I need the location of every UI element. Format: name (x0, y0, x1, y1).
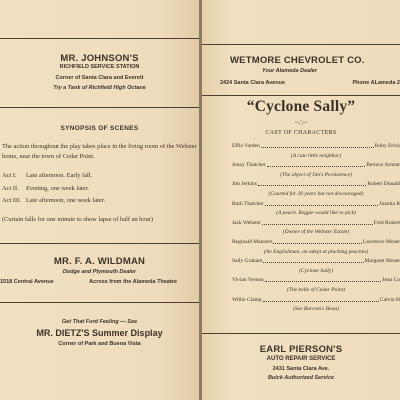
cast-note-row (232, 268, 400, 278)
character-note: (See Barcom's Beau) (293, 306, 339, 313)
pierson-ad (202, 333, 400, 394)
cast-row (232, 201, 400, 211)
leader-dots (273, 243, 361, 244)
act-row (2, 185, 199, 198)
synopsis-intro: The action throughout the play takes place in the living room of the Webster home, near the town of Cedar Point. (2, 143, 197, 160)
cast-row (232, 162, 400, 172)
title-ornament: ~∴~ (294, 119, 308, 127)
pierson-address: 2431 Santa Clara Ave. (272, 366, 330, 372)
pierson-business: AUTO REPAIR SERVICE (266, 356, 336, 362)
cast-note-row (232, 306, 400, 316)
character-name: Vivian Vernon (232, 277, 264, 284)
leader-dots (263, 262, 363, 263)
leader-dots (265, 205, 379, 206)
character-note: (Courted for 20 years but not discouraged) (268, 190, 364, 197)
pierson-name: EARL PIERSON'S (259, 344, 343, 355)
cast-row (232, 239, 400, 249)
character-note: (Owner of the Webster Estate) (282, 229, 350, 236)
divider (0, 302, 199, 303)
wildman-address: 1518 Central Avenue (0, 279, 54, 285)
wildman-address-row (0, 279, 199, 288)
leader-dots (261, 147, 374, 148)
cast-row (232, 277, 400, 287)
act-label: Act III. (2, 197, 21, 204)
character-note: (Cyclone Sally) (298, 267, 334, 274)
character-note: (An Englishman, an adept at plucking peaches) (263, 248, 369, 255)
character-name: Effie Varden (232, 143, 260, 149)
curtain-note: (Curtain falls for one minute to show lapse of half an hour) (2, 215, 154, 223)
wetmore-name: WETMORE CHEVROLET CO. (230, 55, 365, 66)
synopsis-heading: SYNOPSIS OF SCENES (60, 125, 139, 132)
cast-note-row (232, 287, 400, 297)
wildman-location: Across from the Alameda Theatre (89, 279, 177, 285)
actor-name: Juanita R (379, 200, 400, 207)
left-page (0, 0, 199, 400)
right-page (202, 0, 400, 400)
dietz-tagline: Get That Ford Feeling — See (61, 319, 138, 325)
character-name: Reginald Manners (232, 238, 273, 245)
pierson-tagline: Buick Authorized Service (267, 375, 335, 381)
character-name: Jim Jerkins (232, 181, 257, 188)
dietz-address: Corner of Park and Buena Vista (58, 341, 141, 347)
synopsis-section (0, 125, 199, 223)
cast-note-row (232, 249, 400, 259)
cast-heading: CAST OF CHARACTERS (265, 130, 337, 136)
cast-row (232, 258, 400, 268)
actor-name: Lawrence Moser (362, 238, 400, 245)
wildman-ad (0, 243, 199, 384)
cast-row (232, 143, 400, 153)
cast-note-row (232, 172, 400, 182)
leader-dots (258, 185, 367, 186)
act-label: Act II. (2, 184, 19, 192)
actor-name: Bernice Armstr (366, 162, 400, 169)
johnson-slogan: Try a Tank of Richfield High Octane (53, 85, 146, 91)
actor-name: Robert Donald (367, 181, 400, 188)
act-row (2, 197, 199, 210)
wildman-name: MR. F. A. WILDMAN (53, 256, 146, 267)
leader-dots (267, 166, 366, 167)
johnson-ad (0, 38, 199, 108)
cast-note-row (232, 191, 400, 201)
johnson-business: RICHFIELD SERVICE STATION (59, 64, 140, 70)
character-note: (The object of Jim's Persistence) (280, 171, 352, 178)
leader-dots (265, 281, 382, 282)
character-note: (A peach. Reggie would like to pick) (276, 210, 356, 217)
character-name: Sally Graham (232, 258, 263, 265)
wetmore-subtitle: Your Alameda Dealer (262, 68, 317, 74)
dietz-name: MR. DIETZ'S Summer Display (36, 328, 163, 338)
cast-row (232, 181, 400, 191)
actor-name: Margaret Moser (364, 258, 400, 265)
wetmore-ad (202, 44, 400, 96)
character-name: Jack Webster (232, 219, 261, 226)
act-description: Late afternoon. Early fall. (26, 172, 93, 179)
johnson-address: Corner of Santa Clara and Everett (55, 75, 144, 81)
cast-note-row (232, 210, 400, 220)
cast-note-row (232, 229, 400, 239)
act-description: Evening, one week later. (26, 184, 89, 192)
wetmore-address: 2424 Santa Clara Avenue (220, 80, 286, 86)
actor-name: Calvin H (379, 296, 400, 303)
leader-dots (263, 301, 379, 302)
wetmore-phone: Phone ALameda 2 (352, 80, 400, 86)
act-label: Act I. (2, 172, 17, 179)
leader-dots (262, 224, 373, 225)
cast-row (232, 297, 400, 307)
wetmore-address-row (202, 80, 400, 89)
character-name: Jenny Thatcher (232, 162, 266, 169)
cast-row (232, 220, 400, 230)
act-description: Late afternoon, one week later. (26, 197, 106, 204)
character-note: (The belle of Cedar Point) (286, 286, 346, 293)
character-name: Willie Clamp (232, 296, 262, 303)
cast-list (232, 143, 400, 316)
character-name: Ruth Thatcher (232, 200, 264, 207)
actor-name: Jean Co (382, 277, 400, 284)
cast-note-row (232, 153, 400, 163)
play-title: “Cyclone Sally” (246, 98, 356, 115)
actor-name: Ruby Erick (374, 143, 400, 149)
wildman-business: Dodge and Plymouth Dealer (62, 269, 137, 275)
act-row (2, 172, 199, 185)
actor-name: Fred Robert (373, 219, 400, 226)
johnson-name: MR. JOHNSON'S (60, 53, 139, 64)
character-note: (A cute little neighbor) (290, 152, 342, 159)
